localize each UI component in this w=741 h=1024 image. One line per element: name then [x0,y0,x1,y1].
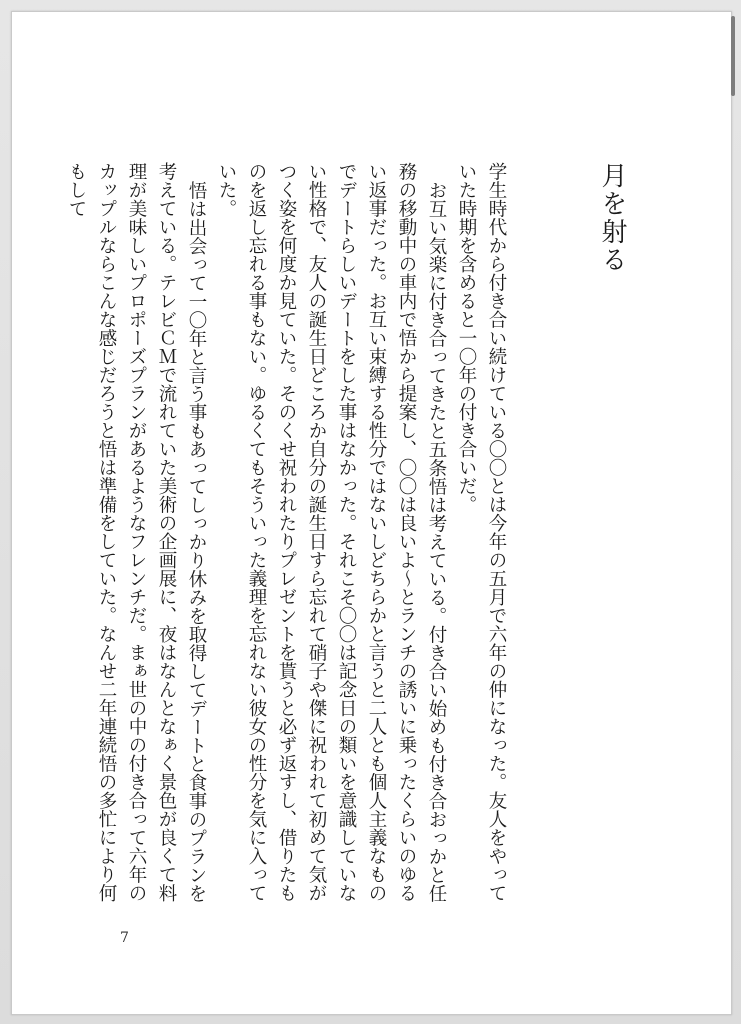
paragraph-1: 学生時代から付き合い続けている〇〇とは今年の五月で六年の仲になった。友人をやっていた時期を含めると一〇年の付き合いだ。 [456,162,507,902]
paragraph-3: 悟は出会って一〇年と言う事もあってしっかり休みを取得してデートと食事のプランを考えている。テレビＣＭで流れていた美術の企画展に、夜はなんとなぁく景色が良くて料理が美味しいプロポーズプランがあるようなフレンチだ。まぁ世の中の付き合って六年のカップルならこんな感じだろうと悟は準備をしていた。なんせ二年連続悟の多忙により何もして [66,162,207,902]
page-number: 7 [120,930,129,946]
body-text [61,162,511,902]
vertical-scrollbar[interactable] [731,16,735,96]
paragraph-2: お互い気楽に付き合ってきたと五条悟は考えている。付き合い始めも付き合おっかと任務の移動中の車内で悟から提案し、〇〇は良いよ～とランチの誘いに乗ったくらいのゆるい返事だった。お互い束縛する性分ではないしどちらかと言うと二人とも個人主義なものでデートらしいデートをした事はなかった。それこそ〇〇は記念日の類いを意識していない性格で、友人の誕生日どころか自分の誕生日すら忘れて硝子や傑に祝われて初めて気がつく姿を何度か見ていた。そのくせ祝われたりプレゼントを貰うと必ず返すし、借りたものを返し忘れる事もない。ゆるくてもそういった義理を忘れない彼女の性分を気に入っていた。 [216,162,447,902]
chapter-title: 月を射る [597,162,627,274]
book-page [11,11,732,1015]
